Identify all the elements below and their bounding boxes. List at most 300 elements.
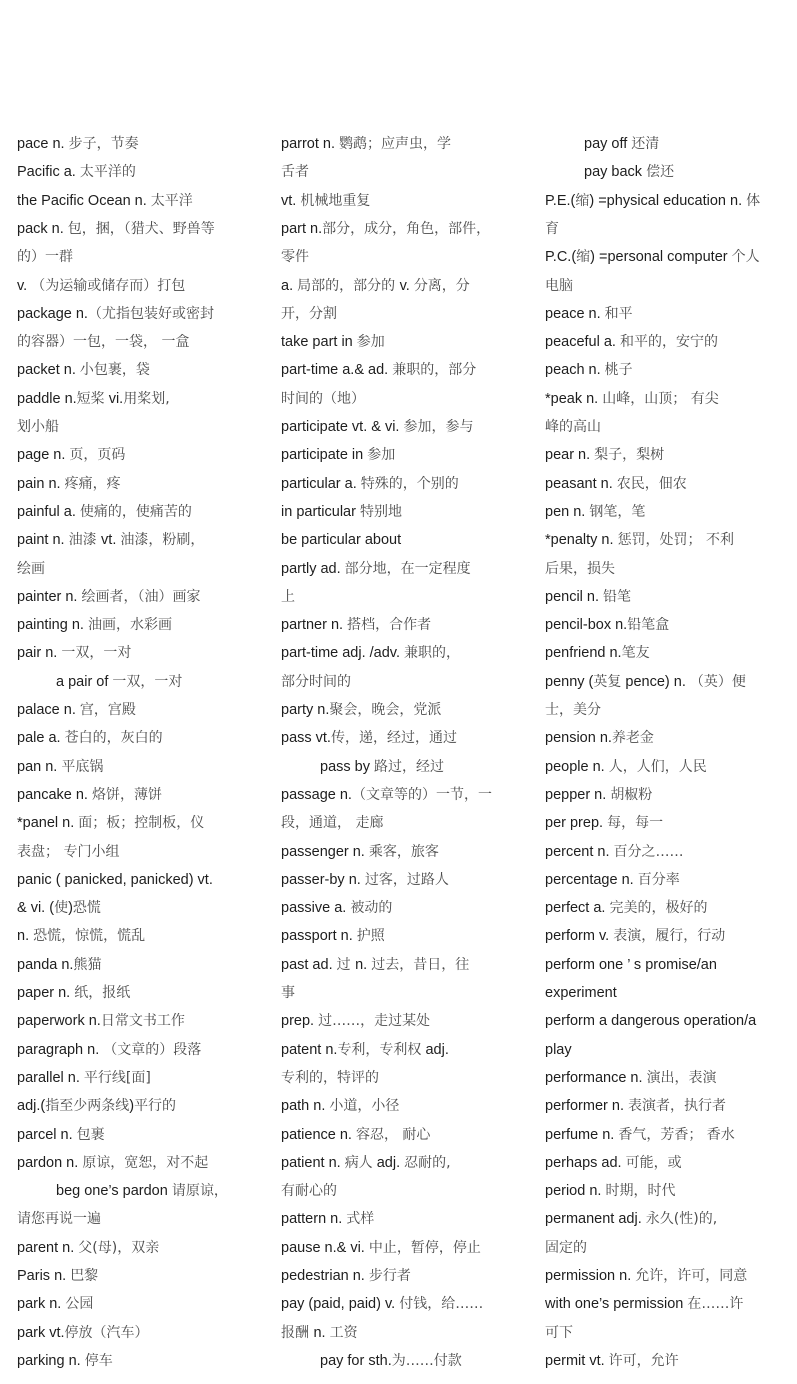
vocab-line bbox=[17, 1067, 151, 1089]
english-term: v. bbox=[399, 277, 414, 294]
chinese-definition: 请原谅， bbox=[171, 1183, 228, 1200]
english-term: permanent adj. bbox=[545, 1211, 646, 1228]
chinese-definition: 表演者，执行者 bbox=[628, 1098, 726, 1115]
chinese-definition: 为……付款 bbox=[391, 1352, 462, 1369]
english-term: perform v. bbox=[545, 928, 614, 945]
vocab-line bbox=[545, 529, 734, 551]
english-term: percent n. bbox=[545, 843, 614, 860]
vocab-line bbox=[545, 444, 664, 466]
chinese-definition: 指至少两条线 bbox=[45, 1098, 130, 1115]
chinese-definition: 百分率 bbox=[637, 871, 680, 888]
english-term: pain n. bbox=[17, 475, 65, 492]
chinese-definition: 太平洋 bbox=[150, 192, 193, 209]
english-term: a pair of bbox=[56, 673, 113, 690]
chinese-definition: 时期，时代 bbox=[605, 1183, 676, 1200]
vocab-line bbox=[17, 614, 172, 636]
chinese-definition: 局部的，部分的 bbox=[297, 277, 400, 294]
vocab-line bbox=[545, 784, 652, 806]
english-term: pardon n. bbox=[17, 1154, 83, 1171]
chinese-definition: 可能，或 bbox=[625, 1154, 682, 1171]
vocab-line bbox=[281, 303, 337, 325]
english-term: peasant n. bbox=[545, 475, 617, 492]
english-term: pay off bbox=[584, 136, 632, 152]
vocab-line bbox=[545, 331, 718, 353]
chinese-definition: 巴黎 bbox=[70, 1268, 99, 1284]
english-term: palace n. bbox=[17, 702, 80, 718]
chinese-definition: 和平 bbox=[604, 305, 633, 322]
vocab-line bbox=[17, 303, 214, 325]
vocab-line bbox=[545, 388, 719, 410]
vocab-line bbox=[545, 1293, 743, 1315]
chinese-definition: 胡椒粉 bbox=[610, 786, 653, 803]
english-term: ) =physical education n. bbox=[589, 192, 747, 209]
vocab-line bbox=[281, 416, 474, 438]
english-term: parking n. bbox=[17, 1352, 85, 1369]
chinese-definition: 电脑 bbox=[545, 277, 573, 294]
english-term: parent n. bbox=[17, 1239, 79, 1256]
vocab-line bbox=[56, 671, 182, 693]
chinese-definition: 参加 bbox=[367, 447, 396, 464]
english-term: patience n. bbox=[281, 1126, 356, 1143]
chinese-definition: 公园 bbox=[65, 1296, 94, 1313]
chinese-definition: 参加，参与 bbox=[403, 419, 474, 435]
chinese-definition: 表盘； 专门小组 bbox=[17, 843, 120, 860]
chinese-definition: 允许，许可，同意 bbox=[635, 1268, 748, 1284]
english-term: v. bbox=[17, 277, 32, 294]
chinese-definition: 包，捆，（猎犬、野兽等 bbox=[67, 220, 215, 237]
chinese-definition: 峰的高山 bbox=[545, 419, 601, 435]
chinese-definition: 特殊的，个别的 bbox=[360, 475, 459, 492]
english-term: *panel n. bbox=[17, 815, 79, 832]
chinese-definition: 分离，分 bbox=[413, 277, 470, 294]
chinese-definition: 使痛的，使痛苦的 bbox=[79, 503, 192, 520]
english-term: page n. bbox=[17, 447, 70, 464]
english-term: pence) n. bbox=[621, 673, 690, 690]
english-term: pass by bbox=[320, 758, 374, 775]
chinese-definition: 停车 bbox=[84, 1352, 113, 1369]
vocab-line bbox=[281, 133, 451, 155]
english-term: package n. bbox=[17, 305, 88, 322]
chinese-definition: 每，每一 bbox=[607, 815, 664, 832]
chinese-definition: 铅笔 bbox=[603, 588, 632, 605]
english-term: vt. bbox=[101, 532, 121, 549]
english-term: perfume n. bbox=[545, 1126, 619, 1143]
vocab-line bbox=[17, 190, 193, 212]
english-term: panic ( panicked, panicked) vt. bbox=[17, 871, 213, 888]
vocab-line bbox=[281, 529, 401, 551]
chinese-definition: 体 bbox=[746, 192, 761, 209]
vocab-line bbox=[17, 869, 213, 891]
chinese-definition: 绘画者，（油）画家 bbox=[81, 588, 201, 605]
english-term: pace n. bbox=[17, 136, 69, 152]
english-term: pay for sth. bbox=[320, 1352, 392, 1369]
vocab-line bbox=[545, 699, 601, 721]
english-term: pepper n. bbox=[545, 786, 611, 803]
chinese-definition: 专利，专利权 bbox=[337, 1041, 422, 1058]
vocab-line bbox=[17, 1265, 98, 1287]
english-term: paperwork n. bbox=[17, 1013, 101, 1030]
vocab-line bbox=[545, 558, 615, 580]
vocab-line bbox=[281, 812, 383, 834]
english-term: pay (paid, paid) v. bbox=[281, 1296, 400, 1313]
english-term: part-time adj. /adv. bbox=[281, 645, 405, 662]
english-term: ) bbox=[129, 1098, 135, 1115]
vocab-line bbox=[545, 416, 601, 438]
vocab-line bbox=[281, 784, 492, 806]
chinese-definition: 和平的，安宁的 bbox=[619, 334, 718, 351]
vocab-line bbox=[281, 1067, 379, 1089]
chinese-definition: 小道，小径 bbox=[329, 1098, 400, 1115]
chinese-definition: （文章等的）一节，一 bbox=[351, 786, 492, 803]
chinese-definition: 乘客，旅客 bbox=[368, 843, 439, 860]
vocab-line bbox=[17, 1010, 185, 1032]
chinese-definition: 一双，一对 bbox=[112, 673, 183, 690]
english-term: passer-by n. bbox=[281, 871, 365, 888]
vocab-line bbox=[545, 1350, 679, 1372]
vocab-line bbox=[17, 925, 145, 947]
chinese-definition: 部分，成分，角色，部件， bbox=[322, 220, 491, 237]
chinese-definition: 百分之…… bbox=[613, 843, 684, 860]
chinese-definition: 平底锅 bbox=[61, 758, 104, 775]
vocab-line bbox=[17, 841, 119, 863]
chinese-definition: 段，通道， 走廊 bbox=[281, 815, 384, 832]
vocab-line bbox=[545, 501, 645, 523]
vocab-line bbox=[545, 841, 684, 863]
chinese-definition: 个人 bbox=[731, 249, 760, 266]
chinese-definition: 部分时间的 bbox=[281, 673, 351, 690]
chinese-definition: 日常文书工作 bbox=[100, 1013, 185, 1030]
chinese-definition: 恐慌 bbox=[72, 900, 101, 917]
vocab-line bbox=[545, 614, 669, 636]
chinese-definition: 传，递，经过，通过 bbox=[330, 730, 457, 747]
vocab-line bbox=[17, 529, 204, 551]
vocab-line bbox=[17, 1039, 201, 1061]
vocab-line bbox=[281, 925, 385, 947]
chinese-definition: 时间的（地） bbox=[281, 390, 365, 407]
english-term: pension n. bbox=[545, 730, 612, 747]
column-right bbox=[545, 0, 780, 1384]
vocab-line bbox=[545, 869, 680, 891]
english-term: n. bbox=[313, 1324, 330, 1341]
english-term: past ad. bbox=[281, 956, 337, 973]
english-term: partner n. bbox=[281, 617, 348, 634]
vocab-line bbox=[545, 925, 725, 947]
english-term: prep. bbox=[281, 1013, 319, 1030]
english-term: experiment bbox=[545, 985, 617, 1001]
vocab-line bbox=[545, 1152, 682, 1174]
vocab-line bbox=[281, 1039, 449, 1061]
chinese-definition: 兼职的，部分 bbox=[392, 362, 477, 379]
chinese-definition: 鹦鹉；应声虫，学 bbox=[339, 136, 452, 152]
chinese-definition: 在……许 bbox=[687, 1296, 744, 1313]
chinese-definition: 报酬 bbox=[281, 1324, 314, 1341]
vocab-line bbox=[17, 1322, 149, 1344]
chinese-definition: 平行线[面] bbox=[83, 1069, 151, 1086]
vocab-line bbox=[281, 1237, 481, 1259]
english-term: *peak n. bbox=[545, 390, 603, 407]
chinese-definition: 许可，允许 bbox=[608, 1352, 679, 1369]
chinese-definition: 小包裹，袋 bbox=[79, 362, 150, 379]
english-term: pause n.& vi. bbox=[281, 1239, 369, 1256]
english-term: patent n. bbox=[281, 1041, 338, 1058]
chinese-definition: 缩 bbox=[575, 192, 590, 209]
chinese-definition: 请您再说一遍 bbox=[17, 1211, 101, 1228]
vocab-line bbox=[584, 133, 659, 155]
chinese-definition: 香气，芳香； 香水 bbox=[618, 1126, 735, 1143]
chinese-definition: 养老金 bbox=[611, 730, 654, 747]
vocab-line bbox=[17, 473, 121, 495]
english-term: paragraph n. bbox=[17, 1041, 104, 1058]
chinese-definition: 过客，过路人 bbox=[364, 871, 449, 888]
vocab-line bbox=[17, 331, 189, 353]
vocab-line bbox=[545, 1095, 726, 1117]
vocab-line bbox=[545, 982, 617, 1004]
chinese-definition: 熊猫 bbox=[73, 956, 102, 973]
vocab-line bbox=[17, 444, 125, 466]
english-term: perform a dangerous operation/a bbox=[545, 1013, 757, 1030]
chinese-definition: 可下 bbox=[545, 1324, 573, 1341]
vocab-line bbox=[545, 473, 687, 495]
vocab-line bbox=[281, 869, 449, 891]
vocab-line bbox=[281, 190, 370, 212]
english-term: peaceful a. bbox=[545, 334, 620, 351]
vocab-line bbox=[281, 1322, 358, 1344]
vocab-line bbox=[17, 359, 150, 381]
chinese-definition: 固定的 bbox=[545, 1239, 587, 1256]
vocab-line bbox=[545, 727, 654, 749]
english-term: with one’s permission bbox=[545, 1296, 688, 1313]
english-term: *penalty n. bbox=[545, 532, 618, 549]
chinese-definition: 特别地 bbox=[359, 503, 402, 520]
vocab-line bbox=[545, 954, 717, 976]
english-term: part n. bbox=[281, 220, 323, 237]
english-term: permission n. bbox=[545, 1268, 636, 1284]
chinese-definition: （尤指包装好或密封 bbox=[87, 305, 214, 322]
vocab-line bbox=[584, 161, 674, 183]
chinese-definition: 开，分割 bbox=[281, 305, 337, 322]
chinese-definition: 育 bbox=[545, 220, 559, 237]
vocab-line bbox=[545, 275, 573, 297]
english-term: painting n. bbox=[17, 617, 88, 634]
english-term: part-time a.& ad. bbox=[281, 362, 393, 379]
chinese-definition: 英复 bbox=[593, 673, 622, 690]
english-term: penfriend n. bbox=[545, 645, 622, 662]
chinese-definition: 过 bbox=[336, 956, 356, 973]
chinese-definition: 铅笔盒 bbox=[627, 617, 670, 634]
chinese-definition: 零件 bbox=[281, 249, 309, 266]
english-term: paddle n. bbox=[17, 390, 77, 407]
vocab-line bbox=[281, 444, 395, 466]
english-term: particular a. bbox=[281, 475, 361, 492]
vocab-line bbox=[17, 586, 201, 608]
vocab-line bbox=[17, 388, 170, 410]
chinese-definition: 使 bbox=[54, 900, 69, 917]
vocab-line bbox=[545, 671, 746, 693]
vocab-line bbox=[17, 1237, 159, 1259]
vocab-line bbox=[17, 1152, 208, 1174]
vocab-line bbox=[281, 1095, 399, 1117]
chinese-definition: 护照 bbox=[356, 928, 385, 945]
chinese-definition: 过去，昔日，往 bbox=[371, 956, 470, 973]
vocab-line bbox=[17, 756, 103, 778]
chinese-definition: 原谅，宽恕，对不起 bbox=[82, 1154, 209, 1171]
chinese-definition: 士，美分 bbox=[545, 702, 601, 718]
english-term: beg one’s pardon bbox=[56, 1183, 172, 1200]
vocab-line bbox=[281, 1152, 451, 1174]
chinese-definition: 太平洋的 bbox=[79, 164, 136, 181]
chinese-definition: 农民，佃农 bbox=[616, 475, 687, 492]
vocab-line bbox=[545, 359, 633, 381]
chinese-definition: 聚会，晚会，党派 bbox=[329, 702, 442, 718]
chinese-definition: 中止，暂停，停止 bbox=[368, 1239, 481, 1256]
vocab-line bbox=[281, 1180, 337, 1202]
vocab-line bbox=[17, 982, 130, 1004]
chinese-definition: 上 bbox=[281, 588, 295, 605]
vocab-line bbox=[545, 218, 559, 240]
chinese-definition: 停放（汽车） bbox=[64, 1324, 149, 1341]
english-term: painful a. bbox=[17, 503, 80, 520]
chinese-definition: 病人 bbox=[344, 1154, 373, 1171]
chinese-definition: 划小船 bbox=[17, 419, 59, 435]
english-term: Paris n. bbox=[17, 1268, 71, 1284]
chinese-definition: 永久(性)的, bbox=[645, 1211, 718, 1228]
vocab-line bbox=[545, 190, 760, 212]
english-term: paper n. bbox=[17, 985, 75, 1001]
vocab-line bbox=[17, 1095, 176, 1117]
vocab-line bbox=[17, 642, 131, 664]
vocab-line bbox=[281, 501, 402, 523]
english-term: in particular bbox=[281, 503, 360, 520]
vocab-line bbox=[281, 1010, 430, 1032]
chinese-definition: （英）便 bbox=[689, 673, 746, 690]
chinese-definition: 有耐心的 bbox=[281, 1183, 337, 1200]
vocab-line bbox=[545, 1124, 735, 1146]
english-term: adj. bbox=[421, 1041, 449, 1058]
chinese-definition: 式样 bbox=[346, 1211, 375, 1228]
english-term: percentage n. bbox=[545, 871, 638, 888]
vocab-line bbox=[17, 416, 59, 438]
vocab-line bbox=[281, 331, 385, 353]
chinese-definition: 参加 bbox=[356, 334, 385, 351]
chinese-definition: 的容器）一包，一袋， 一盒 bbox=[17, 334, 190, 351]
english-term: participate vt. & vi. bbox=[281, 419, 404, 435]
chinese-definition: 油漆，粉刷， bbox=[120, 532, 205, 549]
chinese-definition: 机械地重复 bbox=[300, 192, 371, 209]
vocab-line bbox=[56, 1180, 228, 1202]
english-term: path n. bbox=[281, 1098, 330, 1115]
vocab-line bbox=[545, 897, 707, 919]
chinese-definition: 绘画 bbox=[17, 560, 45, 577]
chinese-definition: 演出，表演 bbox=[646, 1069, 717, 1086]
chinese-definition: 钢笔，笔 bbox=[589, 503, 646, 520]
english-term: play bbox=[545, 1041, 572, 1058]
chinese-definition: 缩 bbox=[576, 249, 591, 266]
chinese-definition: 包裹 bbox=[76, 1126, 105, 1143]
chinese-definition: 桃子 bbox=[604, 362, 633, 379]
english-term: performer n. bbox=[545, 1098, 628, 1115]
vocab-line bbox=[281, 275, 470, 297]
english-term: partly ad. bbox=[281, 560, 345, 577]
vocab-line bbox=[281, 897, 392, 919]
english-term: perform one ’ s promise/an bbox=[545, 956, 717, 973]
vocab-line bbox=[281, 359, 476, 381]
chinese-definition: 专利的，特评的 bbox=[281, 1069, 379, 1086]
english-term: pan n. bbox=[17, 758, 62, 775]
chinese-definition: 步行者 bbox=[368, 1268, 411, 1284]
chinese-definition: 父(母)，双亲 bbox=[78, 1239, 160, 1256]
column-left bbox=[17, 0, 267, 1384]
english-term: perfect a. bbox=[545, 900, 610, 917]
vocab-line bbox=[545, 1180, 675, 1202]
vocab-line bbox=[17, 1293, 93, 1315]
vocab-line bbox=[281, 954, 469, 976]
vocab-line bbox=[17, 218, 215, 240]
chinese-definition: 表演，履行，行动 bbox=[613, 928, 726, 945]
vocab-line bbox=[320, 1350, 462, 1372]
column-middle bbox=[281, 0, 531, 1384]
vocab-line bbox=[281, 1124, 430, 1146]
vocab-line bbox=[281, 727, 457, 749]
vocab-line bbox=[545, 756, 707, 778]
english-term: adj.( bbox=[17, 1098, 46, 1115]
vocab-line bbox=[281, 982, 295, 1004]
english-term: pencil-box n. bbox=[545, 617, 628, 634]
vocab-line bbox=[545, 642, 650, 664]
chinese-definition: 短桨 bbox=[76, 390, 105, 407]
english-term: adj. bbox=[372, 1154, 405, 1171]
english-term: pencil n. bbox=[545, 588, 604, 605]
vocab-line bbox=[545, 303, 633, 325]
english-term: performance n. bbox=[545, 1069, 647, 1086]
vocab-line bbox=[281, 473, 459, 495]
english-term: n. bbox=[355, 956, 372, 973]
vocab-line bbox=[281, 558, 471, 580]
vocab-line bbox=[545, 586, 631, 608]
chinese-definition: 付钱，给…… bbox=[399, 1296, 484, 1313]
english-term: period n. bbox=[545, 1183, 606, 1200]
english-term: parallel n. bbox=[17, 1069, 84, 1086]
english-term: pear n. bbox=[545, 447, 595, 464]
chinese-definition: 后果，损失 bbox=[545, 560, 615, 577]
chinese-definition: 偿还 bbox=[646, 164, 675, 181]
english-term: people n. bbox=[545, 758, 609, 775]
chinese-definition: 笔友 bbox=[621, 645, 650, 662]
chinese-definition: 事 bbox=[281, 985, 295, 1001]
vocab-line bbox=[281, 1293, 483, 1315]
vocab-line bbox=[17, 161, 136, 183]
vocab-line bbox=[281, 671, 351, 693]
chinese-definition: 油漆 bbox=[68, 532, 102, 549]
english-term: pattern n. bbox=[281, 1211, 347, 1228]
english-term: packet n. bbox=[17, 362, 80, 379]
chinese-definition: 容忍， 耐心 bbox=[355, 1126, 431, 1143]
english-term: peach n. bbox=[545, 362, 605, 379]
chinese-definition: 舌者 bbox=[281, 164, 309, 181]
vocab-line bbox=[545, 812, 663, 834]
chinese-definition: 工资 bbox=[329, 1324, 358, 1341]
chinese-definition: 路过，经过 bbox=[374, 758, 444, 775]
chinese-definition: 兼职的， bbox=[404, 645, 461, 662]
english-term: ) =personal computer bbox=[590, 249, 732, 266]
vocab-line bbox=[17, 812, 204, 834]
vocab-line bbox=[17, 1124, 105, 1146]
vocab-line bbox=[281, 642, 460, 664]
vocab-line bbox=[17, 954, 101, 976]
chinese-definition: 纸，报纸 bbox=[74, 985, 131, 1001]
english-term: pair n. bbox=[17, 645, 62, 662]
vocab-line bbox=[17, 1208, 101, 1230]
vocab-line bbox=[545, 1208, 717, 1230]
